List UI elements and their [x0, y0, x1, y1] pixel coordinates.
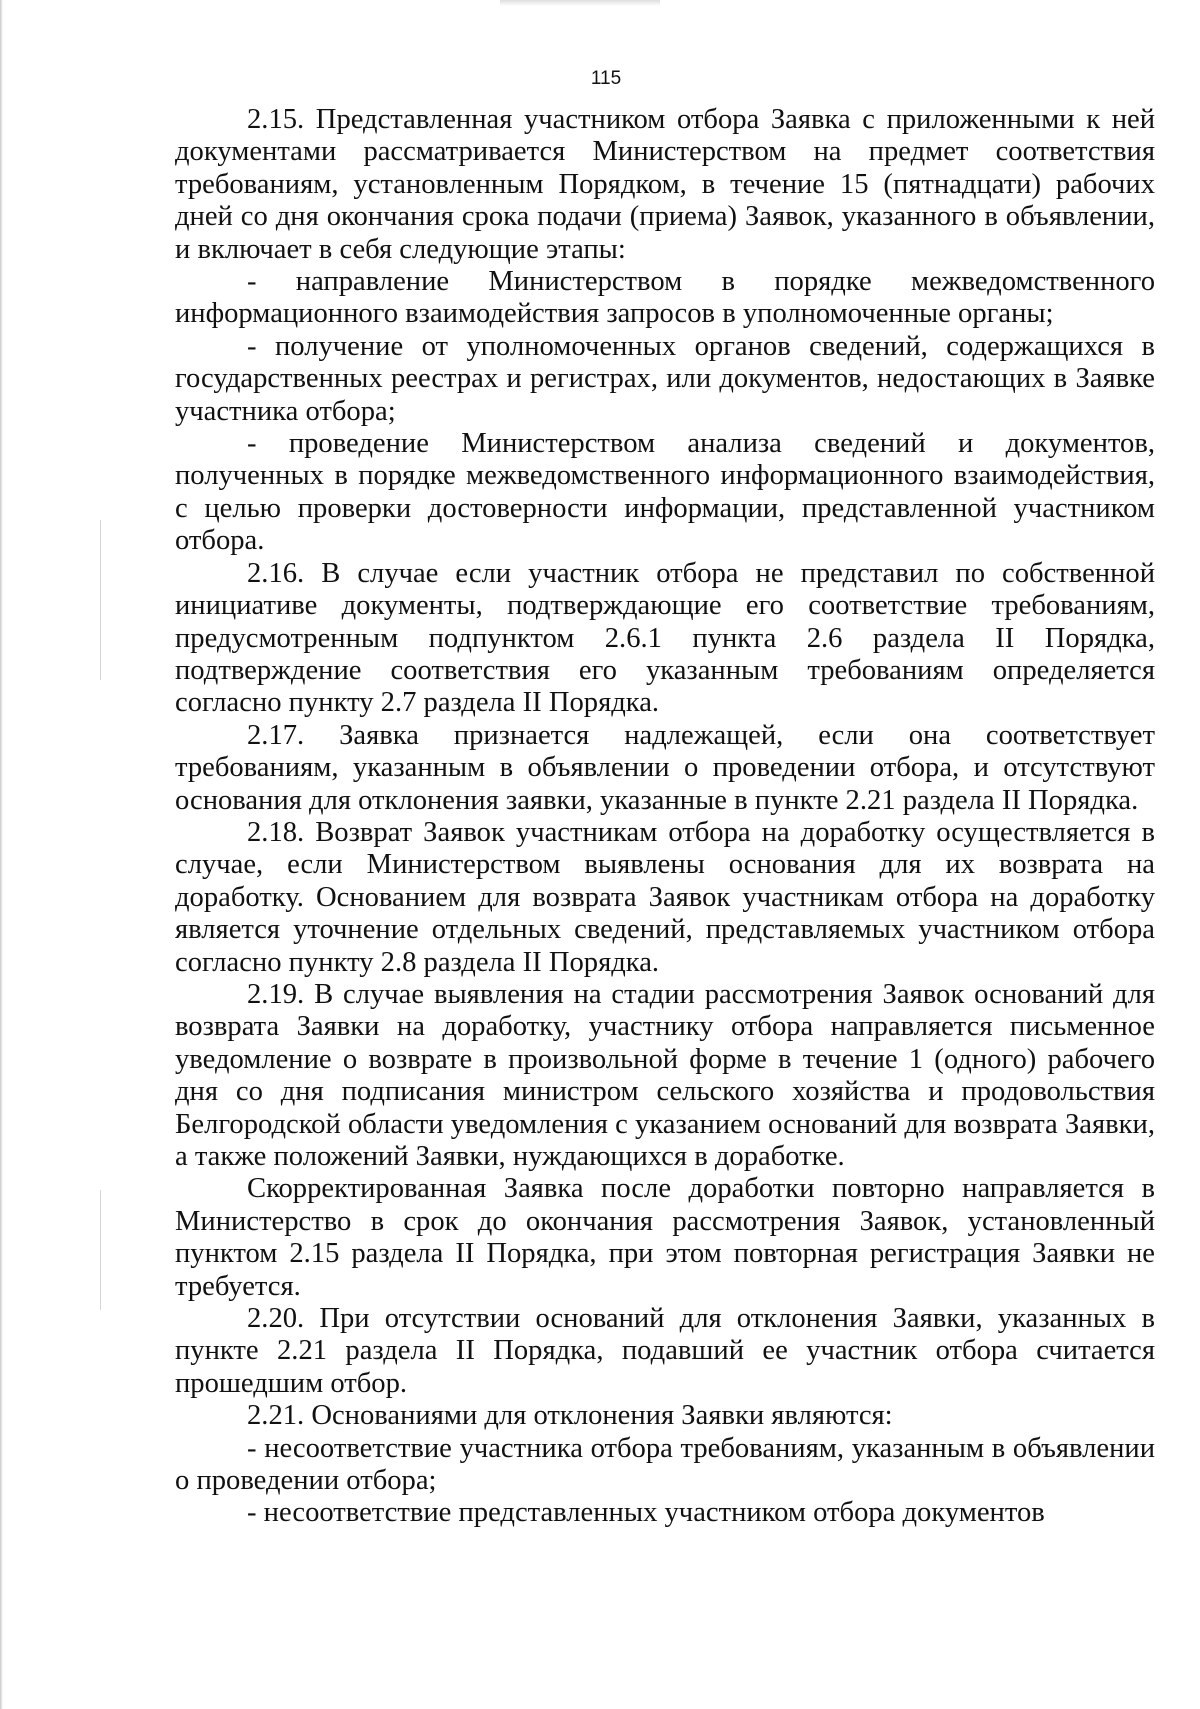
- paragraph-2-21: 2.21. Основаниями для отклонения Заявки являются:: [247, 1400, 893, 1432]
- paragraph-2-19: 2.19. В случае выявления на стадии рассмотрения Заявок оснований для возврата Заявки на доработку, участнику отбора направляется письменное уведомление о возврате в произвольной форме в течение 1 (одного) рабочего дня со дня подписания министром сельского хозяйства и продовольствия Белгородской области уведомления с указанием оснований для возврата Заявки, а также положений Заявки, нуждающихся в доработке.: [175, 978, 1155, 1172]
- paragraph-2-16: 2.16. В случае если участник отбора не представил по собственной инициативе документы, подтверждающие его соответствие требованиям, предусмотренным подпунктом 2.6.1 пункта 2.6 раздела II Порядка, подтверждение соответствия его указанным требованиям определяется согласно пункту 2.7 раздела II Порядка.: [175, 557, 1155, 719]
- paragraph-2-15: 2.15. Представленная участником отбора Заявка с приложенными к ней документами рассматривается Министерством на предмет соответствия требованиям, установленным Порядком, в течение 15 (пятнадцати) рабочих дней со дня окончания срока подачи (приема) Заявок, указанного в объявлении, и включает в себя следующие этапы:: [175, 104, 1155, 265]
- scan-top-shadow: [500, 0, 660, 6]
- page-number: 115: [590, 68, 622, 89]
- paragraph-corrected-application: Скорректированная Заявка после доработки повторно направляется в Министерство в срок до окончания рассмотрения Заявок, установленный пунктом 2.15 раздела II Порядка, при этом повторная регистрация Заявки не требуется.: [175, 1173, 1155, 1302]
- scan-artifact-line: [100, 1190, 101, 1310]
- list-item-receiving: - получение от уполномоченных органов сведений, содержащихся в государственных реестрах и регистрах, или документов, недостающих в Заявке участника отбора;: [175, 330, 1155, 427]
- paragraph-2-18: 2.18. Возврат Заявок участникам отбора на доработку осуществляется в случае, если Министерством выявлены основания для их возврата на доработку. Основанием для возврата Заявок участникам отбора на доработку является уточнение отдельных сведений, представляемых участником отбора согласно пункту 2.8 раздела II Порядка.: [175, 816, 1155, 978]
- scan-artifact-line: [100, 520, 101, 680]
- document-body: [175, 104, 1155, 1530]
- list-item-documents-mismatch: - несоответствие представленных участником отбора документов: [247, 1497, 1045, 1529]
- paragraph-2-17: 2.17. Заявка признается надлежащей, если она соответствует требованиям, указанным в объявлении о проведении отбора, и отсутствуют основания для отклонения заявки, указанные в пункте 2.21 раздела II Порядка.: [175, 719, 1155, 816]
- list-item-requests: - направление Министерством в порядке межведомственного информационного взаимодействия запросов в уполномоченные органы;: [175, 266, 1155, 330]
- list-item-analysis: - проведение Министерством анализа сведений и документов, полученных в порядке межведомственного информационного взаимодействия, с целью проверки достоверности информации, представленной участником отбора.: [175, 428, 1155, 557]
- list-item-participant-mismatch: - несоответствие участника отбора требованиям, указанным в объявлении о проведении отбора;: [175, 1432, 1155, 1497]
- scan-left-edge: [0, 0, 3, 1709]
- paragraph-2-20: 2.20. При отсутствии оснований для отклонения Заявки, указанных в пункте 2.21 раздела II Порядка, подавший ее участник отбора считается прошедшим отбор.: [175, 1303, 1155, 1399]
